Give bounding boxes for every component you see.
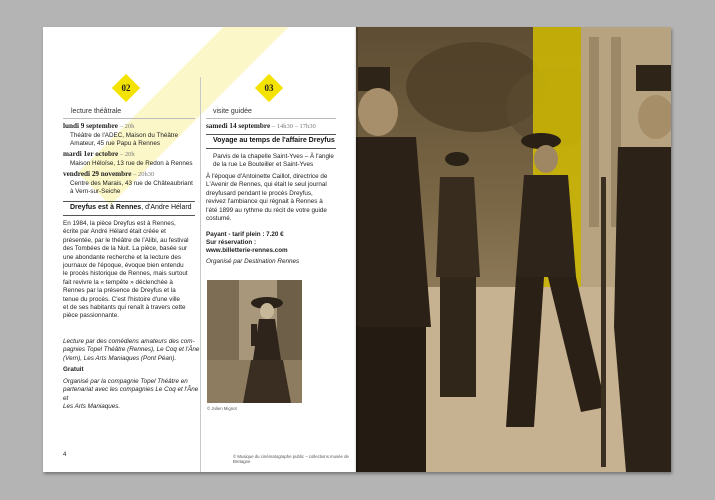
date-entry bbox=[63, 150, 203, 159]
date-entry bbox=[206, 122, 346, 131]
event-description bbox=[63, 220, 203, 321]
date-place: Théâtre de l'ADEC, Maison du Théâtre Amateur, 45 rue Papu à Rennes bbox=[70, 132, 179, 148]
title-rule-top bbox=[206, 134, 336, 135]
date-place: Maison Héloïse, 13 rue de Redon à Rennes bbox=[70, 160, 193, 167]
description-line: pièce passionnante. bbox=[63, 312, 120, 320]
category-rule bbox=[206, 118, 336, 119]
booking-site[interactable]: www.billetterie-rennes.com bbox=[206, 247, 288, 254]
description-line: l'été 1899 au rythme du récit de votre guide bbox=[206, 206, 327, 214]
date-time: – 20h bbox=[119, 123, 135, 130]
event-category: lecture théâtrale bbox=[71, 108, 122, 115]
event-organizer: Organisé par Destination Rennes bbox=[206, 258, 300, 265]
date-time: – 20h bbox=[119, 151, 135, 158]
page-fold-shadow bbox=[354, 27, 358, 472]
description-line: costumé. bbox=[206, 215, 232, 223]
date-day: mardi 1er octobre bbox=[63, 150, 119, 158]
category-rule bbox=[63, 118, 195, 119]
description-line: dreyfusard pendant le procès Dreyfus, bbox=[206, 189, 313, 197]
event-price: Gratuit bbox=[63, 366, 84, 373]
event-title bbox=[70, 204, 196, 211]
place-line: de la rue Le Bouteiller et Saint-Yves bbox=[213, 161, 314, 169]
booking-label: Sur réservation : bbox=[206, 239, 257, 246]
event-title-text: Dreyfus est à Rennes bbox=[70, 204, 142, 211]
organizer-line: Les Arts Maniaques. bbox=[63, 403, 121, 411]
description-line: fait revivre la « tempête » déclenchée à bbox=[63, 278, 173, 286]
date-time: – 20h30 bbox=[133, 171, 155, 178]
description-line: L'Avenir de Rennes, qui était le seul journal bbox=[206, 181, 327, 189]
readers-line: (Vern), Les Arts Maniaques (Pont Péan). bbox=[63, 354, 177, 362]
date-place: Centre des Marais, 43 rue de Châteaubriant à Vern-sur-Seiche bbox=[70, 180, 193, 196]
date-day: lundi 9 septembre bbox=[63, 122, 118, 130]
date-day: samedi 14 septembre bbox=[206, 122, 271, 130]
readers-line: pagnies Topel Théâtre (Rennes), Le Coq et l'Âne bbox=[63, 346, 200, 354]
description-line: et de ses habitants qui renaît à travers cette bbox=[63, 304, 186, 312]
description-line: écrite par André Hélard était créée et bbox=[63, 228, 166, 236]
brochure-spread bbox=[43, 27, 671, 472]
readers-credit bbox=[63, 338, 203, 363]
description-line: Rennes par la présence de Dreyfus et la bbox=[63, 287, 176, 295]
left-page bbox=[43, 27, 356, 472]
event-organizer bbox=[63, 378, 203, 412]
event-number-badge bbox=[255, 74, 283, 102]
title-rule-bottom bbox=[206, 148, 336, 149]
description-line: le procès historique de Rennes, mais surtout bbox=[63, 270, 188, 278]
event-title: Voyage au temps de l'affaire Dreyfus bbox=[213, 137, 335, 144]
date-time: – 14h30 – 17h30 bbox=[271, 123, 316, 130]
date-entry bbox=[63, 170, 203, 179]
description-line: journaux de l'époque, évoque bien entendu bbox=[63, 262, 184, 270]
gendarmes-photo bbox=[356, 27, 671, 472]
description-line: présentée, par le théâtre de l'Alibi, au festival bbox=[63, 236, 189, 244]
readers-line: Lecture par des comédiens amateurs des com- bbox=[63, 338, 195, 345]
title-rule-bottom bbox=[63, 215, 195, 216]
photo-illustration bbox=[356, 27, 671, 472]
event-number-badge bbox=[112, 74, 140, 102]
description-line: En 1984, la pièce Dreyfus est à Rennes, bbox=[63, 220, 176, 227]
place-line: Parvis de la chapelle Saint-Yves – À l'angle bbox=[213, 153, 334, 160]
description-line: À l'époque d'Antoinette Caillot, directrice de bbox=[206, 173, 328, 180]
photo-illustration bbox=[207, 280, 302, 403]
organizer-line: Organisé par la compagnie Topel Théâtre en bbox=[63, 378, 188, 385]
footer-credit: © Musique du cinématographe public – collections musée de Bretagne bbox=[233, 454, 349, 464]
description-line: revivez l'ambiance qui régnait à Rennes à bbox=[206, 198, 323, 206]
title-rule-top bbox=[63, 201, 195, 202]
event-price: Payant - tarif plein : 7.20 € bbox=[206, 231, 284, 238]
event-description bbox=[206, 173, 346, 223]
description-line: une abondante recherche et la lecture des bbox=[63, 253, 181, 261]
organizer-line: partenariat avec les compagnies Le Coq et l'Âne et bbox=[63, 386, 199, 402]
event-place bbox=[213, 153, 337, 170]
event-number: 03 bbox=[264, 83, 274, 93]
description-line: des Tombées de la Nuit. La pièce, basée sur bbox=[63, 245, 188, 253]
actress-costume-photo bbox=[207, 280, 302, 403]
date-entry bbox=[63, 122, 203, 131]
description-line: tenue du procès. C'est l'histoire d'une ville bbox=[63, 295, 181, 303]
photo-credit: © Julien Mignot bbox=[207, 406, 237, 411]
event-author: , d'Andre Hélard bbox=[141, 204, 192, 211]
page-number: 4 bbox=[63, 452, 67, 458]
date-day: vendredi 29 novembre bbox=[63, 170, 132, 178]
event-category: visite guidée bbox=[213, 108, 252, 115]
event-number: 02 bbox=[121, 83, 131, 93]
